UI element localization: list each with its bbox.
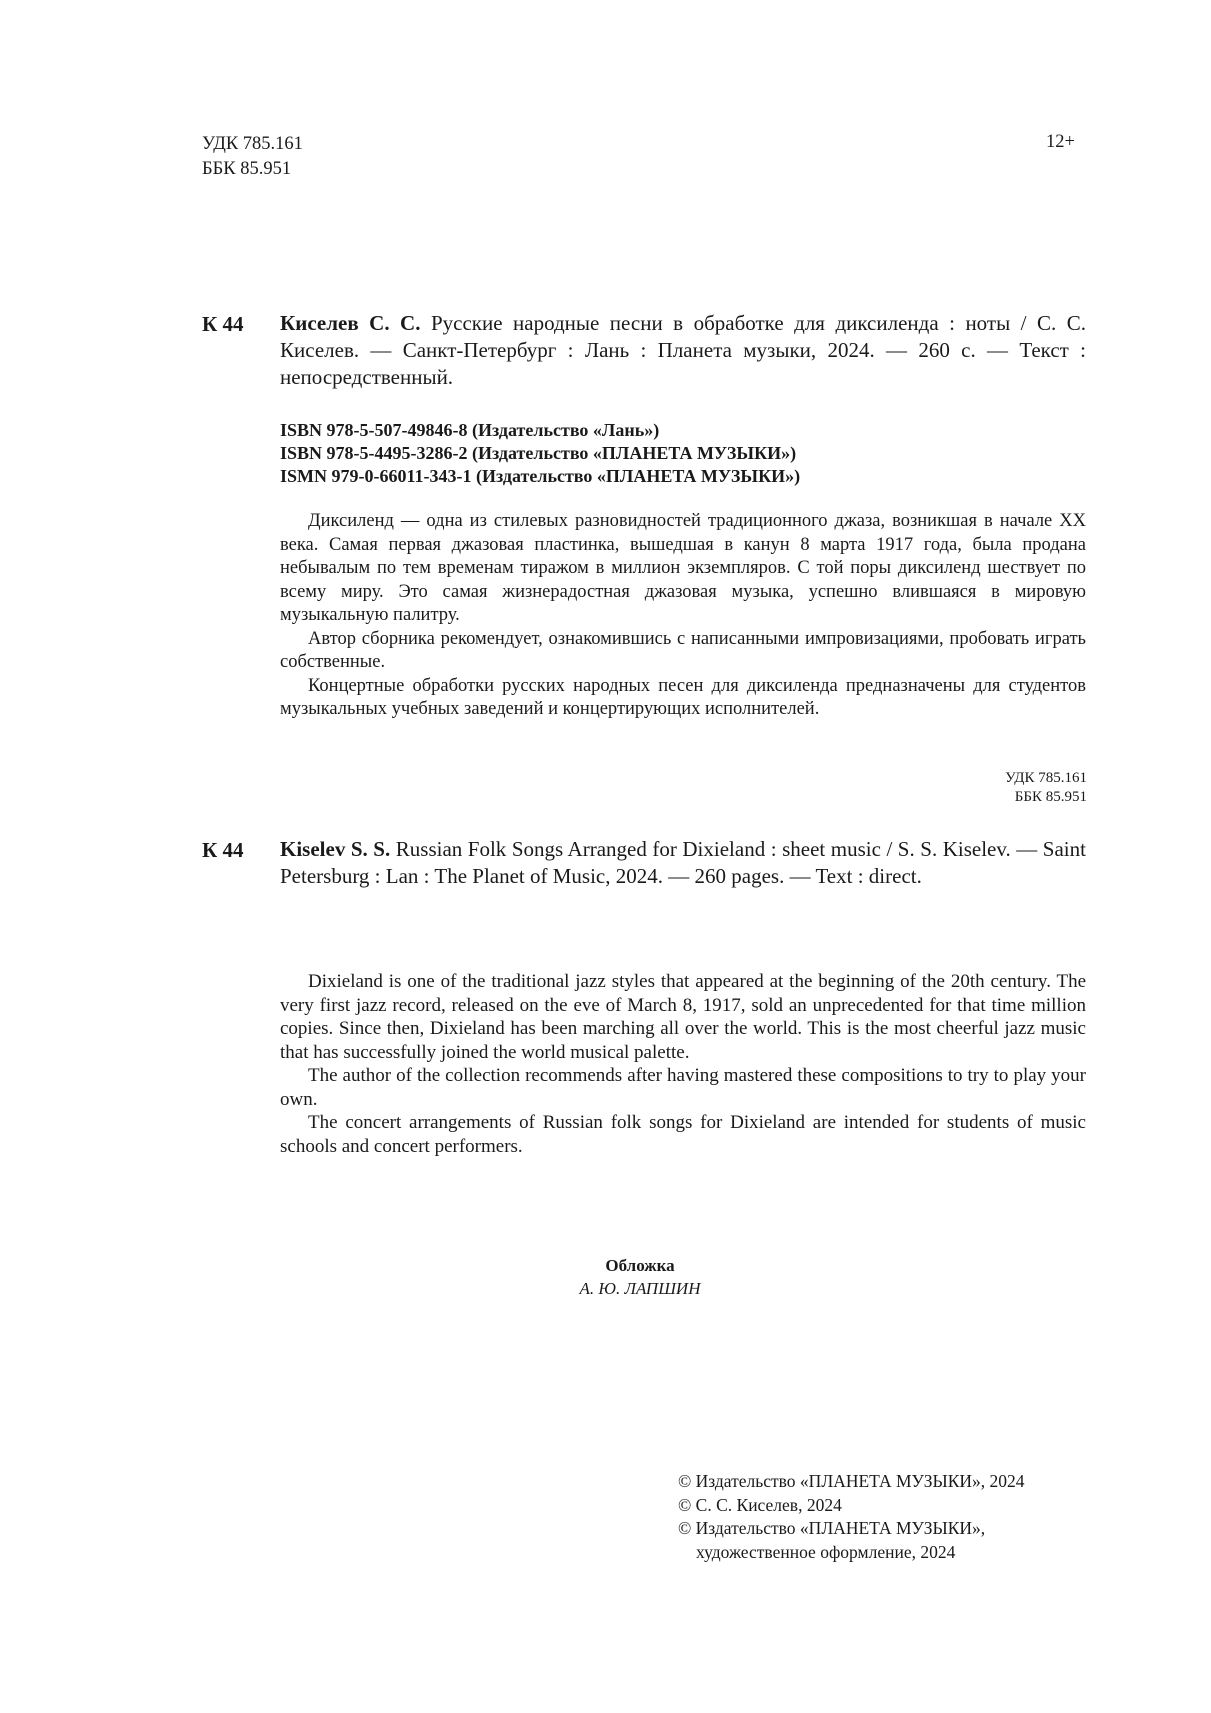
ru-annotation (280, 510, 1086, 722)
en-author-mark: К 44 (202, 838, 244, 862)
udk-code-small: УДК 785.161 (1005, 770, 1087, 786)
age-rating: 12+ (1046, 132, 1075, 152)
en-annotation (280, 970, 1086, 1158)
copyright-publisher: © Издательство «ПЛАНЕТА МУЗЫКИ», 2024 (678, 1471, 1025, 1491)
ru-author-mark: К 44 (202, 312, 244, 336)
ru-bibliographic-entry (280, 310, 1086, 391)
bbk-code-small: ББК 85.951 (1014, 789, 1087, 805)
isbn-block (280, 419, 800, 488)
copyright-design: © Издательство «ПЛАНЕТА МУЗЫКИ», (678, 1518, 986, 1538)
copyright-author: © С. С. Киселев, 2024 (678, 1494, 842, 1515)
udk-code: УДК 785.161 (202, 134, 303, 154)
ru-annotation-para-1: Диксиленд — одна из стилевых разновидностей традиционного джаза, возникшая в начале XX века. Самая первая джазовая пластинка, вышедшая в канун 8 марта 1917 года, была продана небывалым по тем временам тиражом в миллион экземпляров. С той поры диксиленд шествует по всему миру. Это самая жизнерадостная джазовая музыка, успешно влившаяся в мировую музыкальную палитру. (280, 511, 1086, 625)
cover-designer: А. Ю. ЛАПШИН (579, 1279, 701, 1298)
ru-annotation-para-3: Концертные обработки русских народных песен для диксиленда предназначены для студентов музыкальных учебных заведений и концертирующих исполнителей. (280, 675, 1086, 719)
isbn-lan: ISBN 978-5-507-49846-8 (Издательство «Лань») (280, 420, 660, 440)
en-entry-text: Russian Folk Songs Arranged for Dixieland : sheet music / S. S. Kiselev. — Saint Petersburg : Lan : The Planet of Music, 2024. — 260 pages. — Text : direct. (280, 837, 1086, 888)
udk-bbk-right (1005, 769, 1087, 807)
en-annotation-para-2: The author of the collection recommends after having mastered these compositions to try to play your own. (280, 1065, 1086, 1110)
cover-heading: Обложка (605, 1256, 675, 1275)
en-annotation-para-3: The concert arrangements of Russian folk songs for Dixieland are intended for students of music schools and concert performers. (280, 1112, 1086, 1157)
en-bibliographic-entry (280, 836, 1086, 890)
copyright-block (678, 1470, 1025, 1564)
bbk-code: ББК 85.951 (202, 159, 292, 179)
copyright-design-cont: художественное оформление, 2024 (696, 1541, 956, 1562)
ru-author-name: Киселев С. С. (280, 311, 421, 335)
ru-entry-text: Русские народные песни в обработке для диксиленда : ноты / С. С. Киселев. — Санкт-Петербург : Лань : Планета музыки, 2024. — 260 с. — Текст : непосредственный. (280, 311, 1086, 389)
en-author-name: Kiselev S. S. (280, 837, 391, 861)
isbn-planet: ISBN 978-5-4495-3286-2 (Издательство «ПЛАНЕТА МУЗЫКИ») (280, 443, 797, 463)
cover-credit (480, 1254, 800, 1300)
udk-bbk-header (202, 132, 303, 182)
en-annotation-para-1: Dixieland is one of the traditional jazz styles that appeared at the beginning of the 20th century. The very first jazz record, released on the eve of March 8, 1917, sold an unprecedented for that time million copies. Since then, Dixieland has been marching all over the world. This is the most cheerful jazz music that has successfully joined the world musical palette. (280, 971, 1086, 1063)
ismn-planet: ISMN 979-0-66011-343-1 (Издательство «ПЛАНЕТА МУЗЫКИ») (280, 466, 801, 486)
ru-annotation-para-2: Автор сборника рекомендует, ознакомившись с написанными импровизациями, пробовать играть собственные. (280, 628, 1086, 672)
